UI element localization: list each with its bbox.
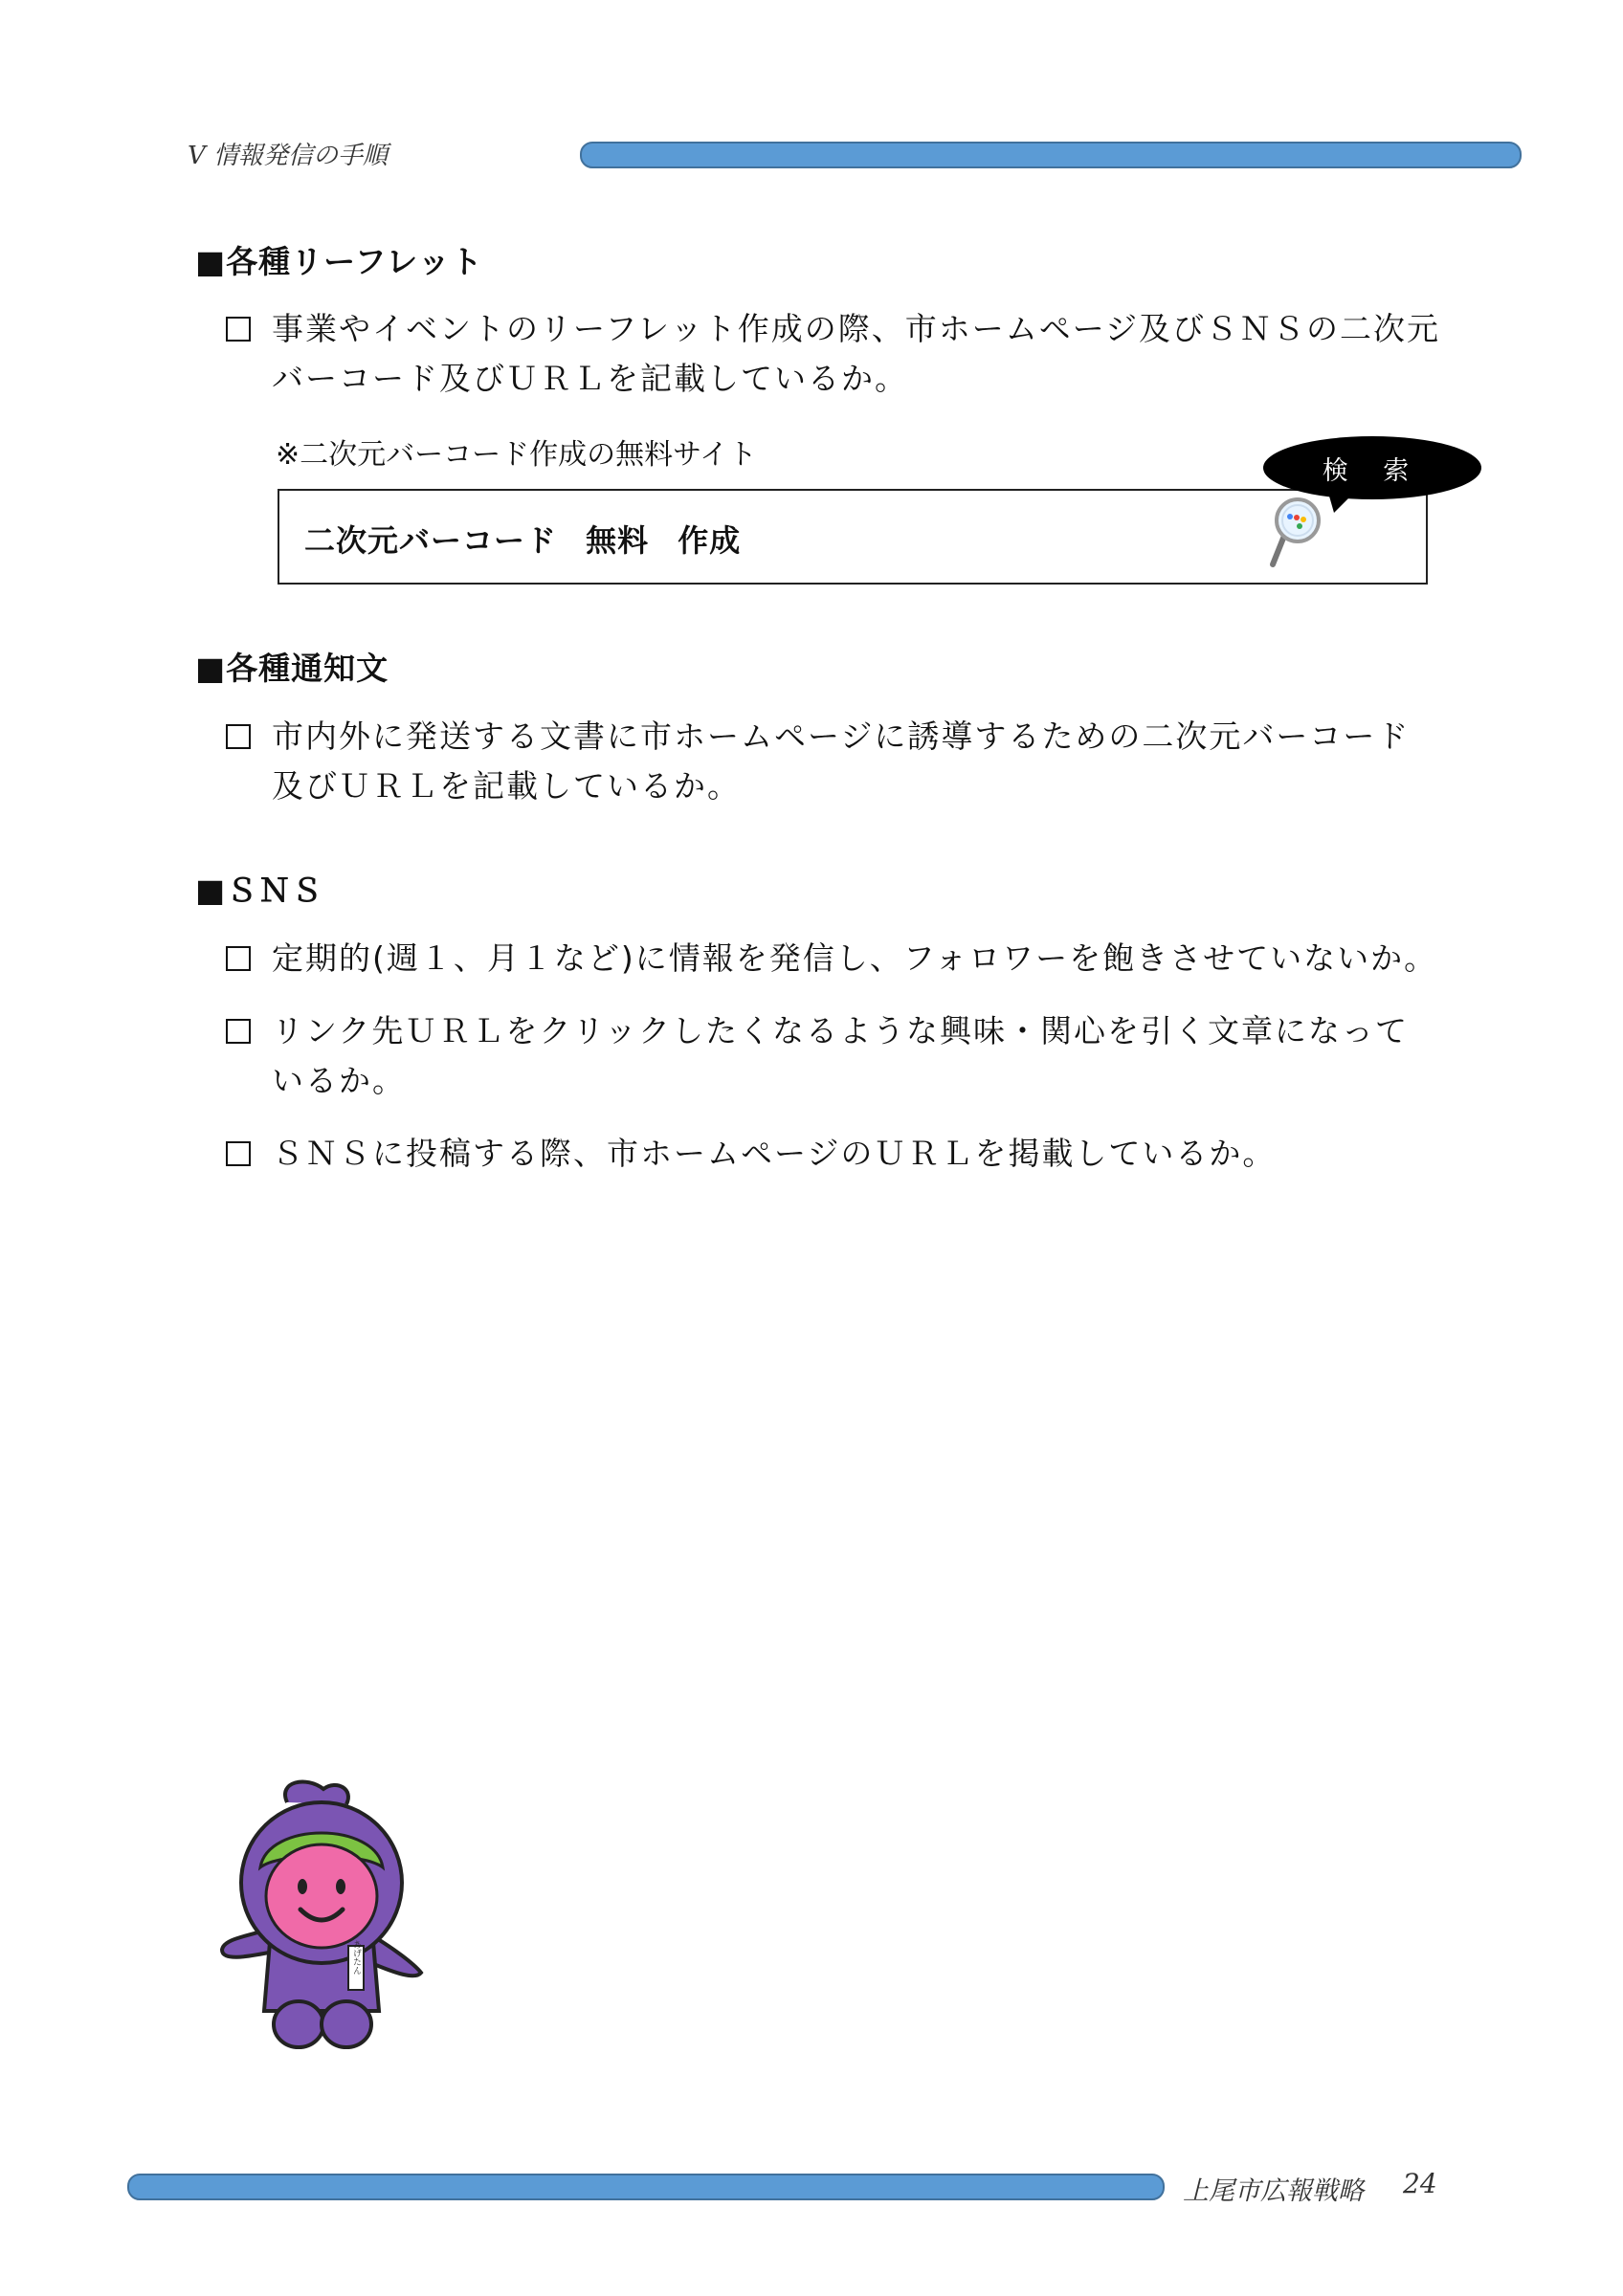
checklist-item-text: 市内外に発送する文書に市ホームページに誘導するための二次元バーコード及びＵＲＬを記載しているか。 xyxy=(272,718,1411,805)
checkbox[interactable] xyxy=(226,1141,251,1166)
search-button[interactable] xyxy=(1263,436,1481,499)
checklist-item-leaflet-qr xyxy=(226,304,1441,404)
free-site-note: ※二次元バーコード作成の無料サイト xyxy=(276,438,758,472)
checklist-item-sns-regular xyxy=(226,934,1441,983)
checkbox[interactable] xyxy=(226,946,251,971)
mascot-illustration xyxy=(211,1776,431,2053)
bubble-tail xyxy=(1326,486,1365,515)
section-heading-sns: ■ＳＮＳ xyxy=(195,872,324,909)
footer-bar xyxy=(127,2174,1165,2200)
checklist-item-text: リンク先ＵＲＬをクリックしたくなるような興味・関心を引く文章になっているか。 xyxy=(272,1012,1410,1099)
checklist-item-sns-engaging xyxy=(226,1006,1441,1106)
checkbox[interactable] xyxy=(226,317,251,342)
checklist-item-text: 定期的(週１、月１など)に情報を発信し、フォロワーを飽きさせていないか。 xyxy=(272,939,1438,977)
checklist-item-sns-url xyxy=(226,1129,1441,1179)
header-bar xyxy=(580,142,1522,168)
checklist-item-notice-qr xyxy=(226,712,1441,811)
mascot-sash-text: あげたん xyxy=(351,1940,361,1975)
page-number: 24 xyxy=(1403,2168,1437,2199)
footer-title: 上尾市広報戦略 xyxy=(1183,2176,1364,2206)
section-heading-notices: ■各種通知文 xyxy=(195,650,389,687)
checkbox[interactable] xyxy=(226,724,251,749)
search-term: 二次元バーコード 無料 作成 xyxy=(304,522,742,559)
section-label: V 情報発信の手順 xyxy=(188,142,389,170)
section-heading-leaflets: ■各種リーフレット xyxy=(195,243,483,280)
checklist-item-text: 事業やイベントのリーフレット作成の際、市ホームページ及びＳＮＳの二次元バーコード及びＵＲＬを記載しているか。 xyxy=(272,310,1441,397)
checkbox[interactable] xyxy=(226,1019,251,1044)
search-button-label: 検 索 xyxy=(1322,455,1423,486)
magnifier-icon xyxy=(1269,494,1326,570)
checklist-item-text: ＳＮＳに投稿する際、市ホームページのＵＲＬを掲載しているか。 xyxy=(272,1135,1277,1172)
